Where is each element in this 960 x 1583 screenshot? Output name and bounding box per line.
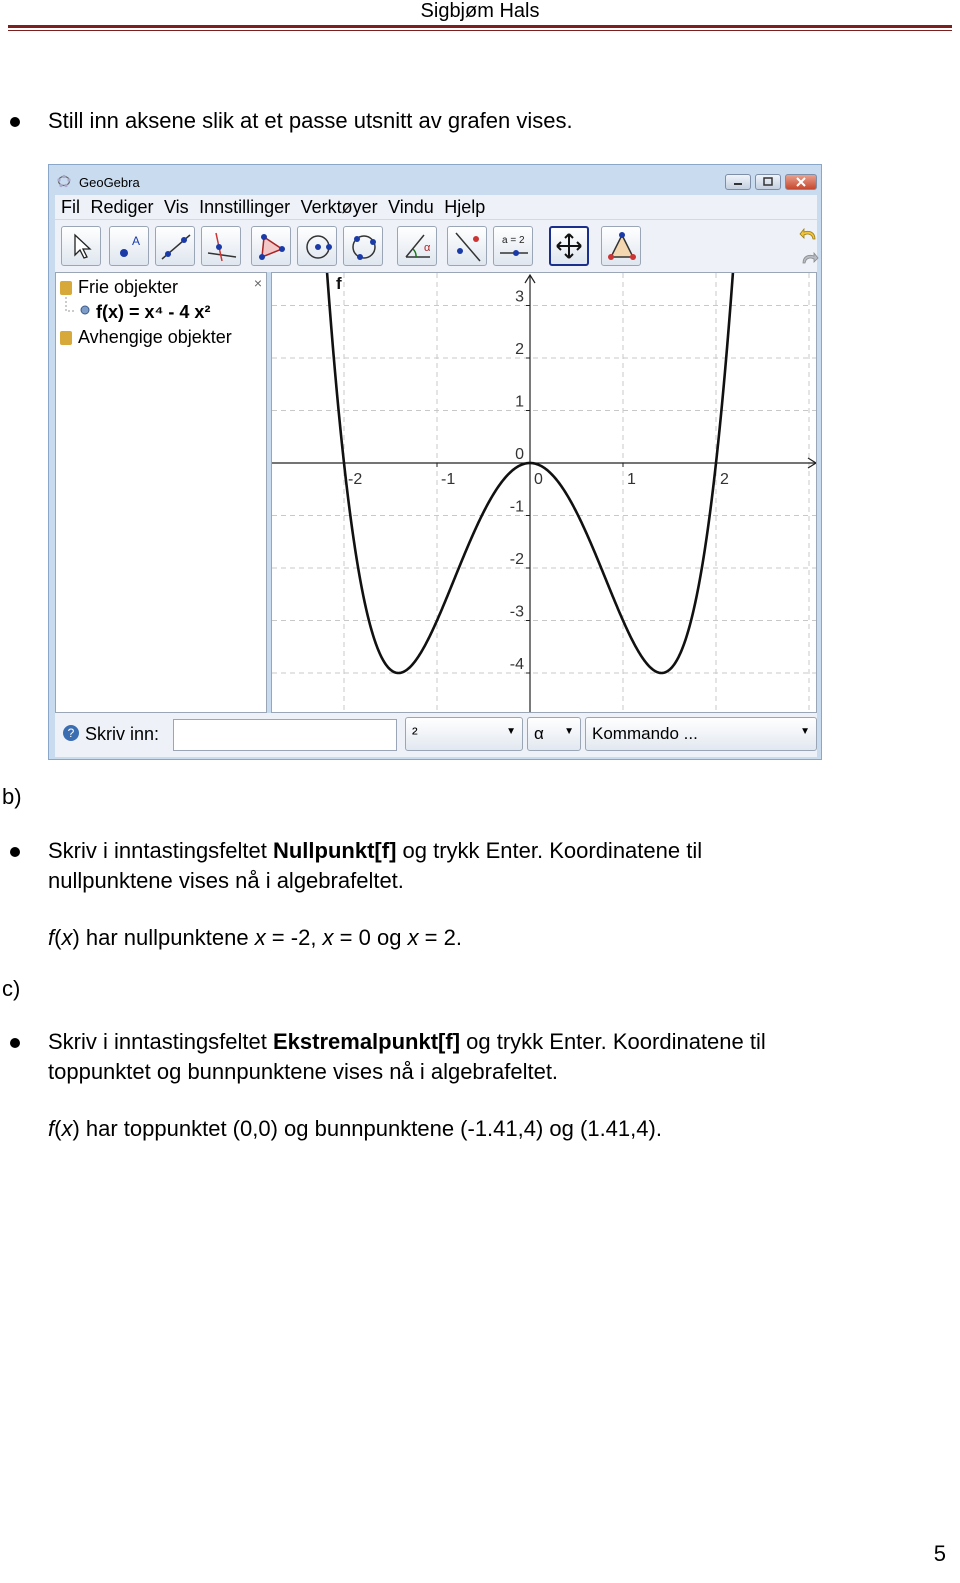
chevron-down-icon: ▼ — [564, 726, 574, 737]
move-graphics-tool-button[interactable] — [549, 226, 589, 266]
line-icon — [156, 227, 196, 267]
algebra-view — [55, 272, 267, 713]
header-rule — [8, 25, 952, 28]
help-icon[interactable]: ? — [63, 725, 79, 741]
x-tick-label: -1 — [441, 471, 456, 488]
symbol-dropdown-value: ² — [412, 724, 418, 743]
slider-tool-label: a = 2 — [502, 235, 525, 246]
y-tick-label: -1 — [509, 498, 524, 516]
graphics-view[interactable] — [271, 272, 817, 713]
y-tick-label: 3 — [515, 288, 524, 306]
page-header — [0, 0, 960, 34]
greek-dropdown[interactable] — [527, 717, 581, 751]
instruction-extrema-line1: Skriv i inntastingsfeltet Ekstremalpunkt[f] og trykk Enter. Koordinatene til — [48, 1029, 766, 1054]
command-ekstremalpunkt: Ekstremalpunkt[f] — [272, 1029, 461, 1054]
triangle-icon — [602, 227, 642, 267]
geogebra-window — [48, 164, 822, 760]
circle-icon — [298, 227, 338, 267]
svg-text:A: A — [132, 234, 141, 248]
line-tool-button[interactable] — [155, 226, 195, 266]
object-visible-dot-icon[interactable] — [80, 305, 90, 315]
chevron-down-icon: ▼ — [506, 726, 516, 737]
menu-hjelp[interactable]: Hjelp — [444, 197, 486, 217]
symbol-dropdown[interactable] — [405, 717, 523, 751]
answer-extrema: f(x) har toppunktet (0,0) og bunnpunktene (-1.41,4) og (1.41,4). — [48, 1116, 662, 1141]
maximize-button[interactable] — [755, 174, 781, 190]
move-tool-button[interactable] — [61, 226, 101, 266]
svg-text:α: α — [424, 242, 431, 254]
menu-vis[interactable]: Vis — [163, 197, 189, 217]
function-label: f — [336, 274, 342, 293]
instruction-zeros-line2: nullpunktene vises nå i algebrafeltet. — [48, 868, 404, 893]
command-dropdown-value: Kommando ... — [592, 724, 698, 743]
triangle-tool-button[interactable] — [601, 226, 641, 266]
reflect-tool-button[interactable] — [447, 226, 487, 266]
instruction-extrema-line2: toppunktet og bunnpunktene vises nå i algebrafeltet. — [48, 1059, 559, 1084]
header-rule-thin — [8, 30, 952, 31]
undo-icon[interactable] — [799, 224, 819, 244]
x-tick-label: 0 — [534, 471, 543, 488]
y-tick-label: 1 — [515, 393, 524, 411]
menu-bar — [55, 195, 817, 219]
toolbar — [55, 220, 817, 272]
bullet-dot — [10, 1038, 20, 1048]
polygon-tool-button[interactable] — [251, 226, 291, 266]
point-icon — [110, 227, 150, 267]
function-graph — [272, 273, 817, 713]
y-tick-label: 2 — [515, 341, 524, 358]
polygon-icon — [252, 227, 292, 267]
close-icon — [786, 175, 816, 189]
label-b: b) — [2, 784, 22, 809]
page-number: 5 — [933, 1541, 946, 1566]
free-objects-heading[interactable]: Frie objekter — [78, 277, 179, 297]
input-field[interactable] — [173, 719, 397, 751]
menu-innstillinger[interactable]: Innstillinger — [199, 197, 291, 217]
bullet-dot — [10, 117, 20, 127]
cursor-arrow-icon — [62, 227, 102, 267]
dependent-objects-heading[interactable]: Avhengige objekter — [78, 327, 232, 347]
chevron-down-icon: ▼ — [800, 726, 810, 737]
label-c: c) — [2, 976, 21, 1001]
input-bar — [55, 713, 817, 757]
slider-tool-button[interactable] — [493, 226, 533, 266]
circle-three-points-icon — [344, 227, 384, 267]
command-nullpunkt: Nullpunkt[f] — [272, 838, 397, 863]
instruction-zeros-line1: Skriv i inntastingsfeltet Nullpunkt[f] og trykk Enter. Koordinatene til — [48, 838, 703, 863]
close-window-button[interactable] — [785, 174, 817, 190]
angle-tool-button[interactable] — [397, 226, 437, 266]
menu-verktoyer[interactable]: Verktøyer — [300, 197, 378, 217]
folder-icon — [60, 331, 72, 345]
maximize-icon — [756, 175, 780, 189]
circle-tool-button[interactable] — [297, 226, 337, 266]
command-dropdown[interactable] — [585, 717, 817, 751]
geogebra-logo-icon — [57, 174, 71, 188]
input-label: Skriv inn: — [85, 724, 160, 744]
x-tick-label: 1 — [627, 471, 636, 488]
slider-icon — [494, 227, 534, 267]
y-tick-label: -2 — [509, 551, 524, 568]
answer-zeros: f(x) har nullpunktene x = -2, x = 0 og x = 2. — [48, 925, 462, 950]
angle-icon — [398, 227, 438, 267]
move-arrows-icon — [551, 228, 587, 264]
tree-line-icon — [64, 297, 80, 317]
menu-vindu[interactable]: Vindu — [388, 197, 434, 217]
greek-dropdown-value: α — [534, 724, 544, 743]
x-tick-label: 2 — [720, 471, 729, 488]
minimize-icon — [726, 175, 750, 189]
bullet-dot — [10, 847, 20, 857]
y-tick-label: -3 — [509, 603, 524, 621]
algebra-close-icon[interactable]: × — [253, 275, 262, 291]
perpendicular-tool-button[interactable] — [201, 226, 241, 266]
x-tick-label: -2 — [348, 471, 363, 488]
conic-tool-button[interactable] — [343, 226, 383, 266]
instruction-axes: Still inn aksene slik at et passe utsnitt av grafen vises. — [48, 108, 573, 133]
menu-fil[interactable]: Fil — [61, 197, 80, 217]
minimize-button[interactable] — [725, 174, 751, 190]
menu-rediger[interactable]: Rediger — [90, 197, 154, 217]
header-author: Sigbjøm Hals — [420, 0, 540, 22]
perpendicular-line-icon — [202, 227, 242, 267]
reflect-line-icon — [448, 227, 488, 267]
redo-icon[interactable] — [799, 248, 819, 268]
y-tick-label: -4 — [509, 656, 524, 673]
point-tool-button[interactable] — [109, 226, 149, 266]
folder-icon — [60, 281, 72, 295]
algebra-function-item[interactable]: f(x) = x⁴ - 4 x² — [96, 302, 211, 322]
window-title: GeoGebra — [79, 175, 140, 190]
y-tick-label: 0 — [515, 446, 524, 463]
